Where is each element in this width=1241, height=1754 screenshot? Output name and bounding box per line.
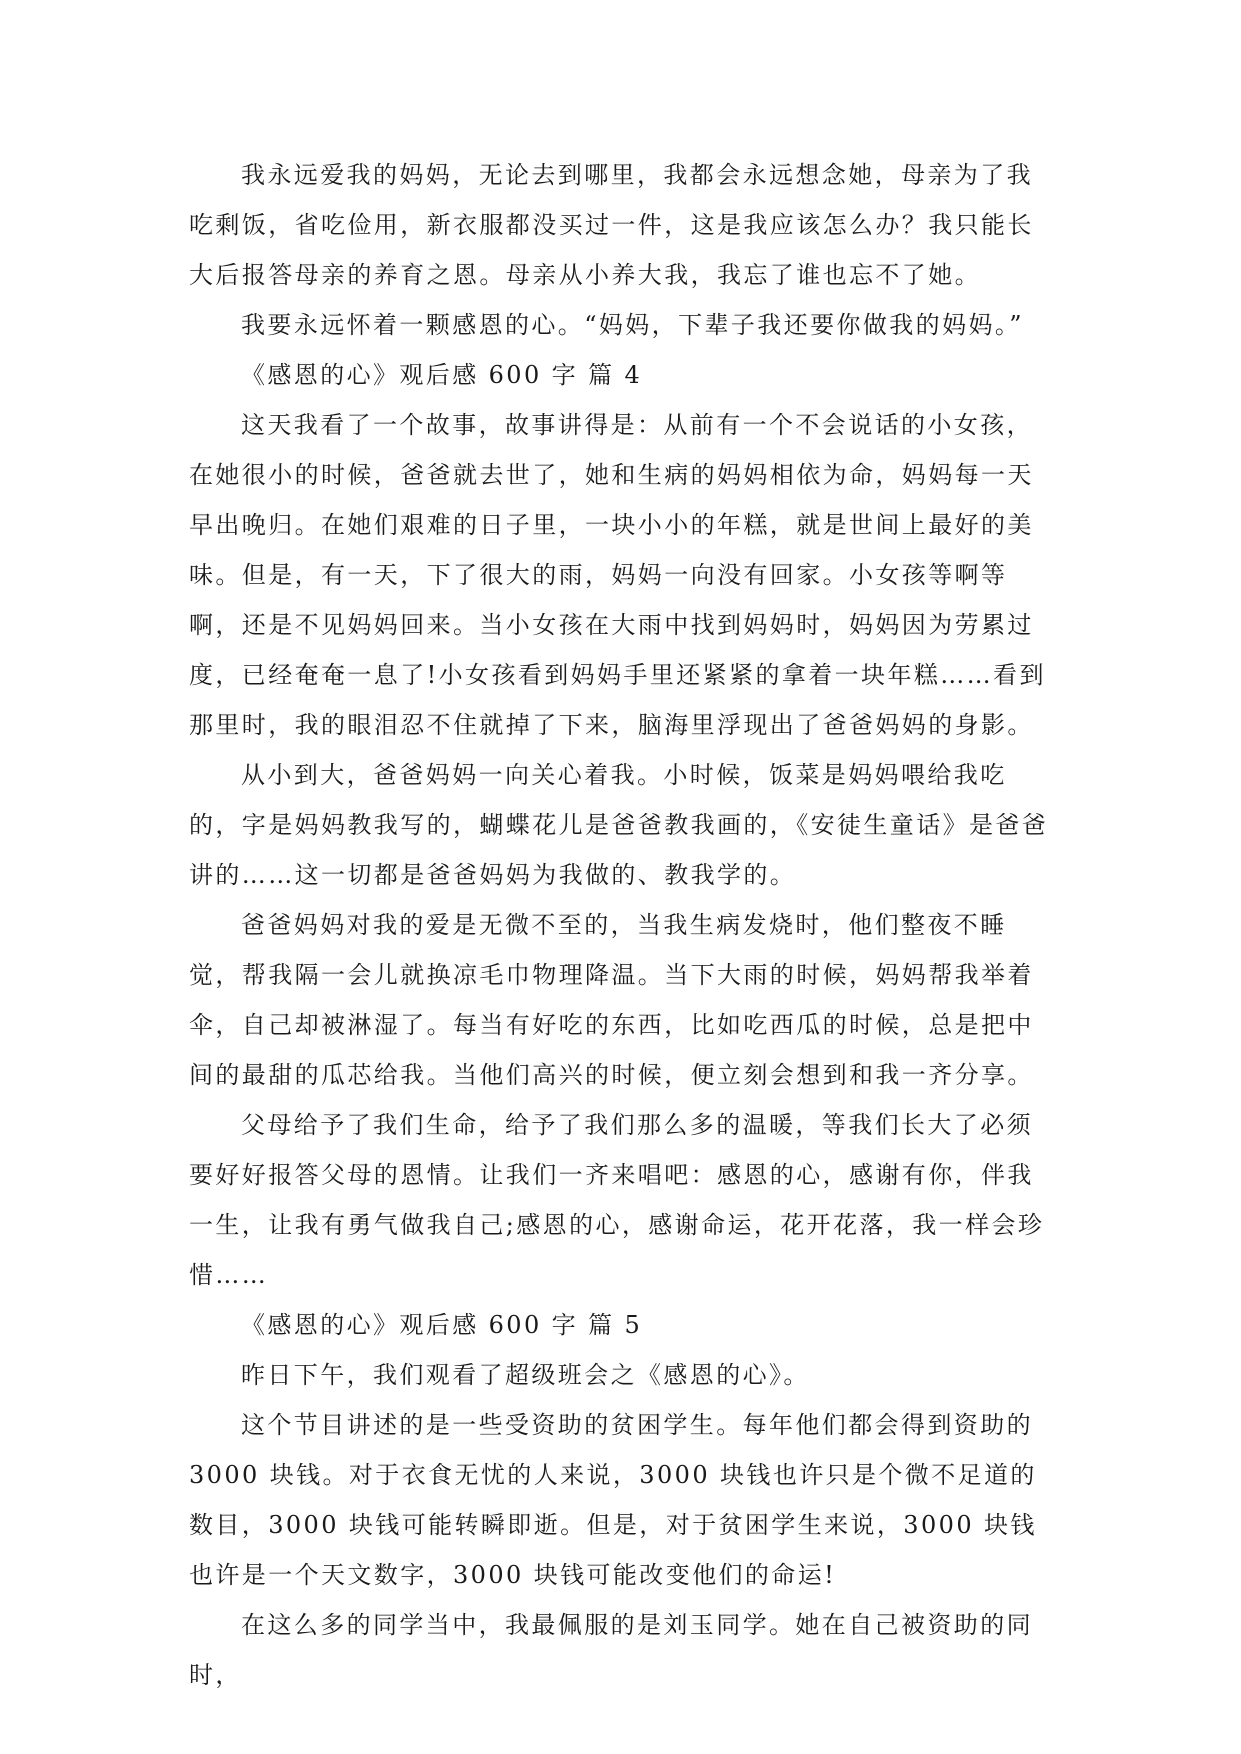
paragraph: 这天我看了一个故事，故事讲得是：从前有一个不会说话的小女孩，在她很小的时候，爸爸就去世了，她和生病的妈妈相依为命，妈妈每一天早出晚归。在她们艰难的日子里，一块小小的年糕，就是世间上最好的美味。但是，有一天，下了很大的雨，妈妈一向没有回家。小女孩等啊等啊，还是不见妈妈回来。当小女孩在大雨中找到妈妈时，妈妈因为劳累过度，已经奄奄一息了!小女孩看到妈妈手里还紧紧的拿着一块年糕……看到那里时，我的眼泪忍不住就掉了下来，脑海里浮现出了爸爸妈妈的身影。 — [189, 411, 1046, 739]
paragraph: 这个节目讲述的是一些受资助的贫困学生。每年他们都会得到资助的 3000 块钱。对于衣食无忧的人来说，3000 块钱也许只是个微不足道的数目，3000 块钱可能转瞬即逝。但是，对于贫困学生来说，3000 块钱也许是一个天文数字，3000 块钱可能改变他们的命运! — [189, 1411, 1037, 1589]
paragraph: 在这么多的同学当中，我最佩服的是刘玉同学。她在自己被资助的同时， — [189, 1611, 1033, 1689]
section-title: 《感恩的心》观后感 600 字 篇 4 — [241, 361, 643, 389]
paragraph: 我永远爱我的妈妈，无论去到哪里，我都会永远想念她，母亲为了我吃剩饭，省吃俭用，新衣服都没买过一件，这是我应该怎么办？我只能长大后报答母亲的养育之恩。母亲从小养大我，我忘了谁也忘不了她。 — [189, 161, 1034, 289]
paragraph: 爸爸妈妈对我的爱是无微不至的，当我生病发烧时，他们整夜不睡觉，帮我隔一会儿就换凉毛巾物理降温。当下大雨的时候，妈妈帮我举着伞，自己却被淋湿了。每当有好吃的东西，比如吃西瓜的时候，总是把中间的最甜的瓜芯给我。当他们高兴的时候，便立刻会想到和我一齐分享。 — [189, 911, 1034, 1089]
paragraph: 父母给予了我们生命，给予了我们那么多的温暖，等我们长大了必须要好好报答父母的恩情。让我们一齐来唱吧：感恩的心，感谢有你，伴我一生，让我有勇气做我自己;感恩的心，感谢命运，花开花落，我一样会珍惜…… — [189, 1111, 1045, 1289]
document-body — [189, 150, 1049, 1700]
section-title: 《感恩的心》观后感 600 字 篇 5 — [241, 1311, 643, 1339]
paragraph: 从小到大，爸爸妈妈一向关心着我。小时候，饭菜是妈妈喂给我吃的，字是妈妈教我写的，蝴蝶花儿是爸爸教我画的，《安徒生童话》是爸爸讲的……这一切都是爸爸妈妈为我做的、教我学的。 — [189, 761, 1049, 889]
paragraph: 我要永远怀着一颗感恩的心。“妈妈，下辈子我还要你做我的妈妈。” — [241, 311, 1024, 339]
paragraph: 昨日下午，我们观看了超级班会之《感恩的心》。 — [241, 1361, 810, 1389]
